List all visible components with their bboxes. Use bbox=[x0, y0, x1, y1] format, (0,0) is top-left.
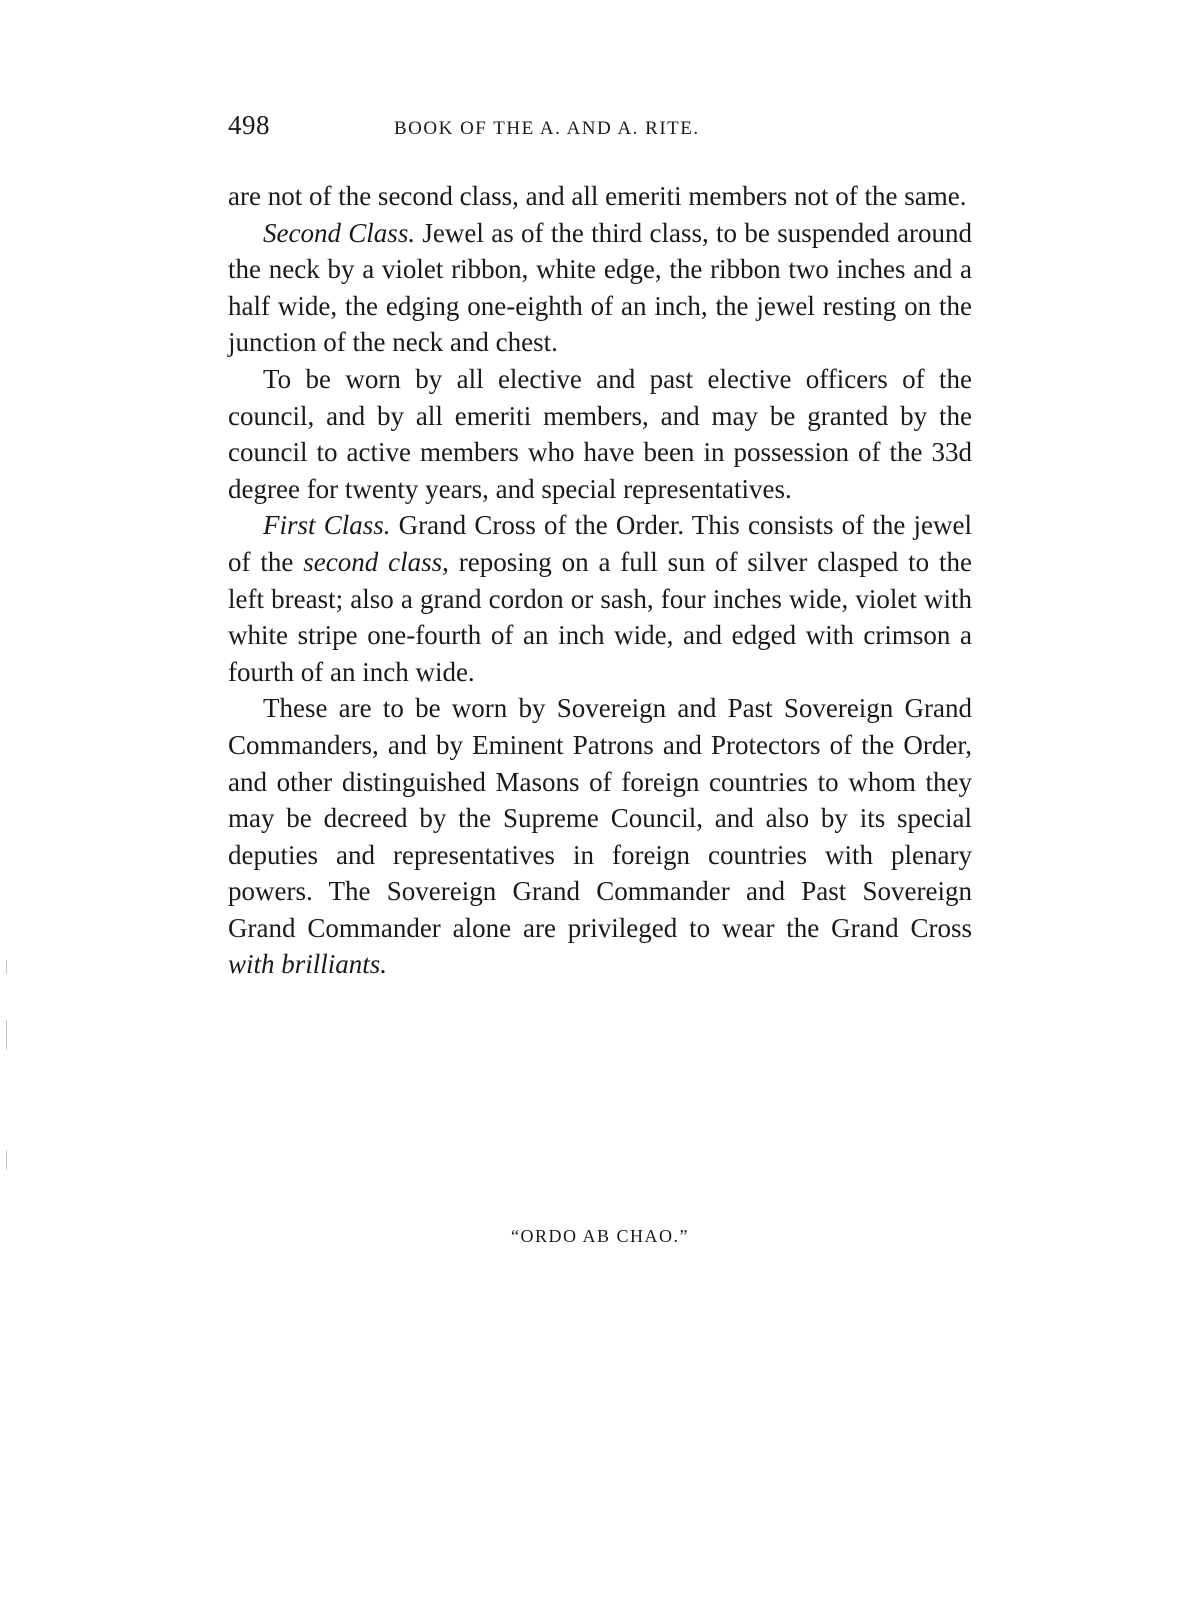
scan-speck bbox=[6, 1020, 7, 1050]
paragraph-emphasis: second class bbox=[303, 546, 443, 577]
paragraph-text: are not of the second class, and all emeriti members not of the same. bbox=[228, 181, 967, 211]
scan-margin-specks bbox=[6, 960, 9, 1200]
page-header bbox=[228, 110, 972, 150]
scan-speck bbox=[6, 960, 7, 974]
paragraph-grand-cross bbox=[228, 690, 972, 983]
paragraph-text: , reposing on a full sun of silver clasped to the left breast; also a grand cordon or sash, four inches wide, violet with white stripe one-fourth of an inch wide, and edged with crimson a fourth of an inch wide. bbox=[228, 546, 972, 687]
paragraph-lead: First Class. bbox=[263, 510, 391, 541]
body-text bbox=[228, 178, 972, 983]
paragraph-worn-by bbox=[228, 361, 972, 507]
paragraph-first-class bbox=[228, 507, 972, 690]
scan-speck bbox=[6, 1150, 7, 1170]
paragraph-text: Jewel as of the third class, to be suspended around the neck by a violet ribbon, white edge, the ribbon two inches and a half wide, the edging one-eighth of an inch, the jewel resting on the junction of the neck and chest. bbox=[228, 217, 972, 358]
paragraph-emphasis: with brilliants. bbox=[228, 949, 388, 980]
paragraph-continuation bbox=[228, 178, 972, 215]
paragraph-text: To be worn by all elective and past elective officers of the council, and by all emeriti members, and may be granted by the council to active members who have been in possession of the 33d degree for twenty years, and special representatives. bbox=[228, 363, 972, 504]
running-title: BOOK OF THE A. AND A. RITE. bbox=[394, 118, 700, 139]
page-number: 498 bbox=[228, 110, 270, 140]
paragraph-text: Grand Cross of the Order. This consists of the jewel of the bbox=[228, 510, 972, 577]
paragraph-lead: Second Class. bbox=[263, 217, 416, 248]
paragraph-second-class bbox=[228, 215, 972, 361]
closing-motto: “ORDO AB CHAO.” bbox=[511, 1226, 689, 1246]
paragraph-text: These are to be worn by Sovereign and Past Sovereign Grand Commanders, and by Eminent Patrons and Protectors of the Order, and other distinguished Masons of foreign countries to whom they may be decreed by the Supreme Council, and also by its special deputies and representatives in foreign countries with plenary powers. The Sovereign Grand Commander and Past Sovereign Grand Commander alone are privileged to wear the Grand Cross bbox=[228, 693, 972, 943]
